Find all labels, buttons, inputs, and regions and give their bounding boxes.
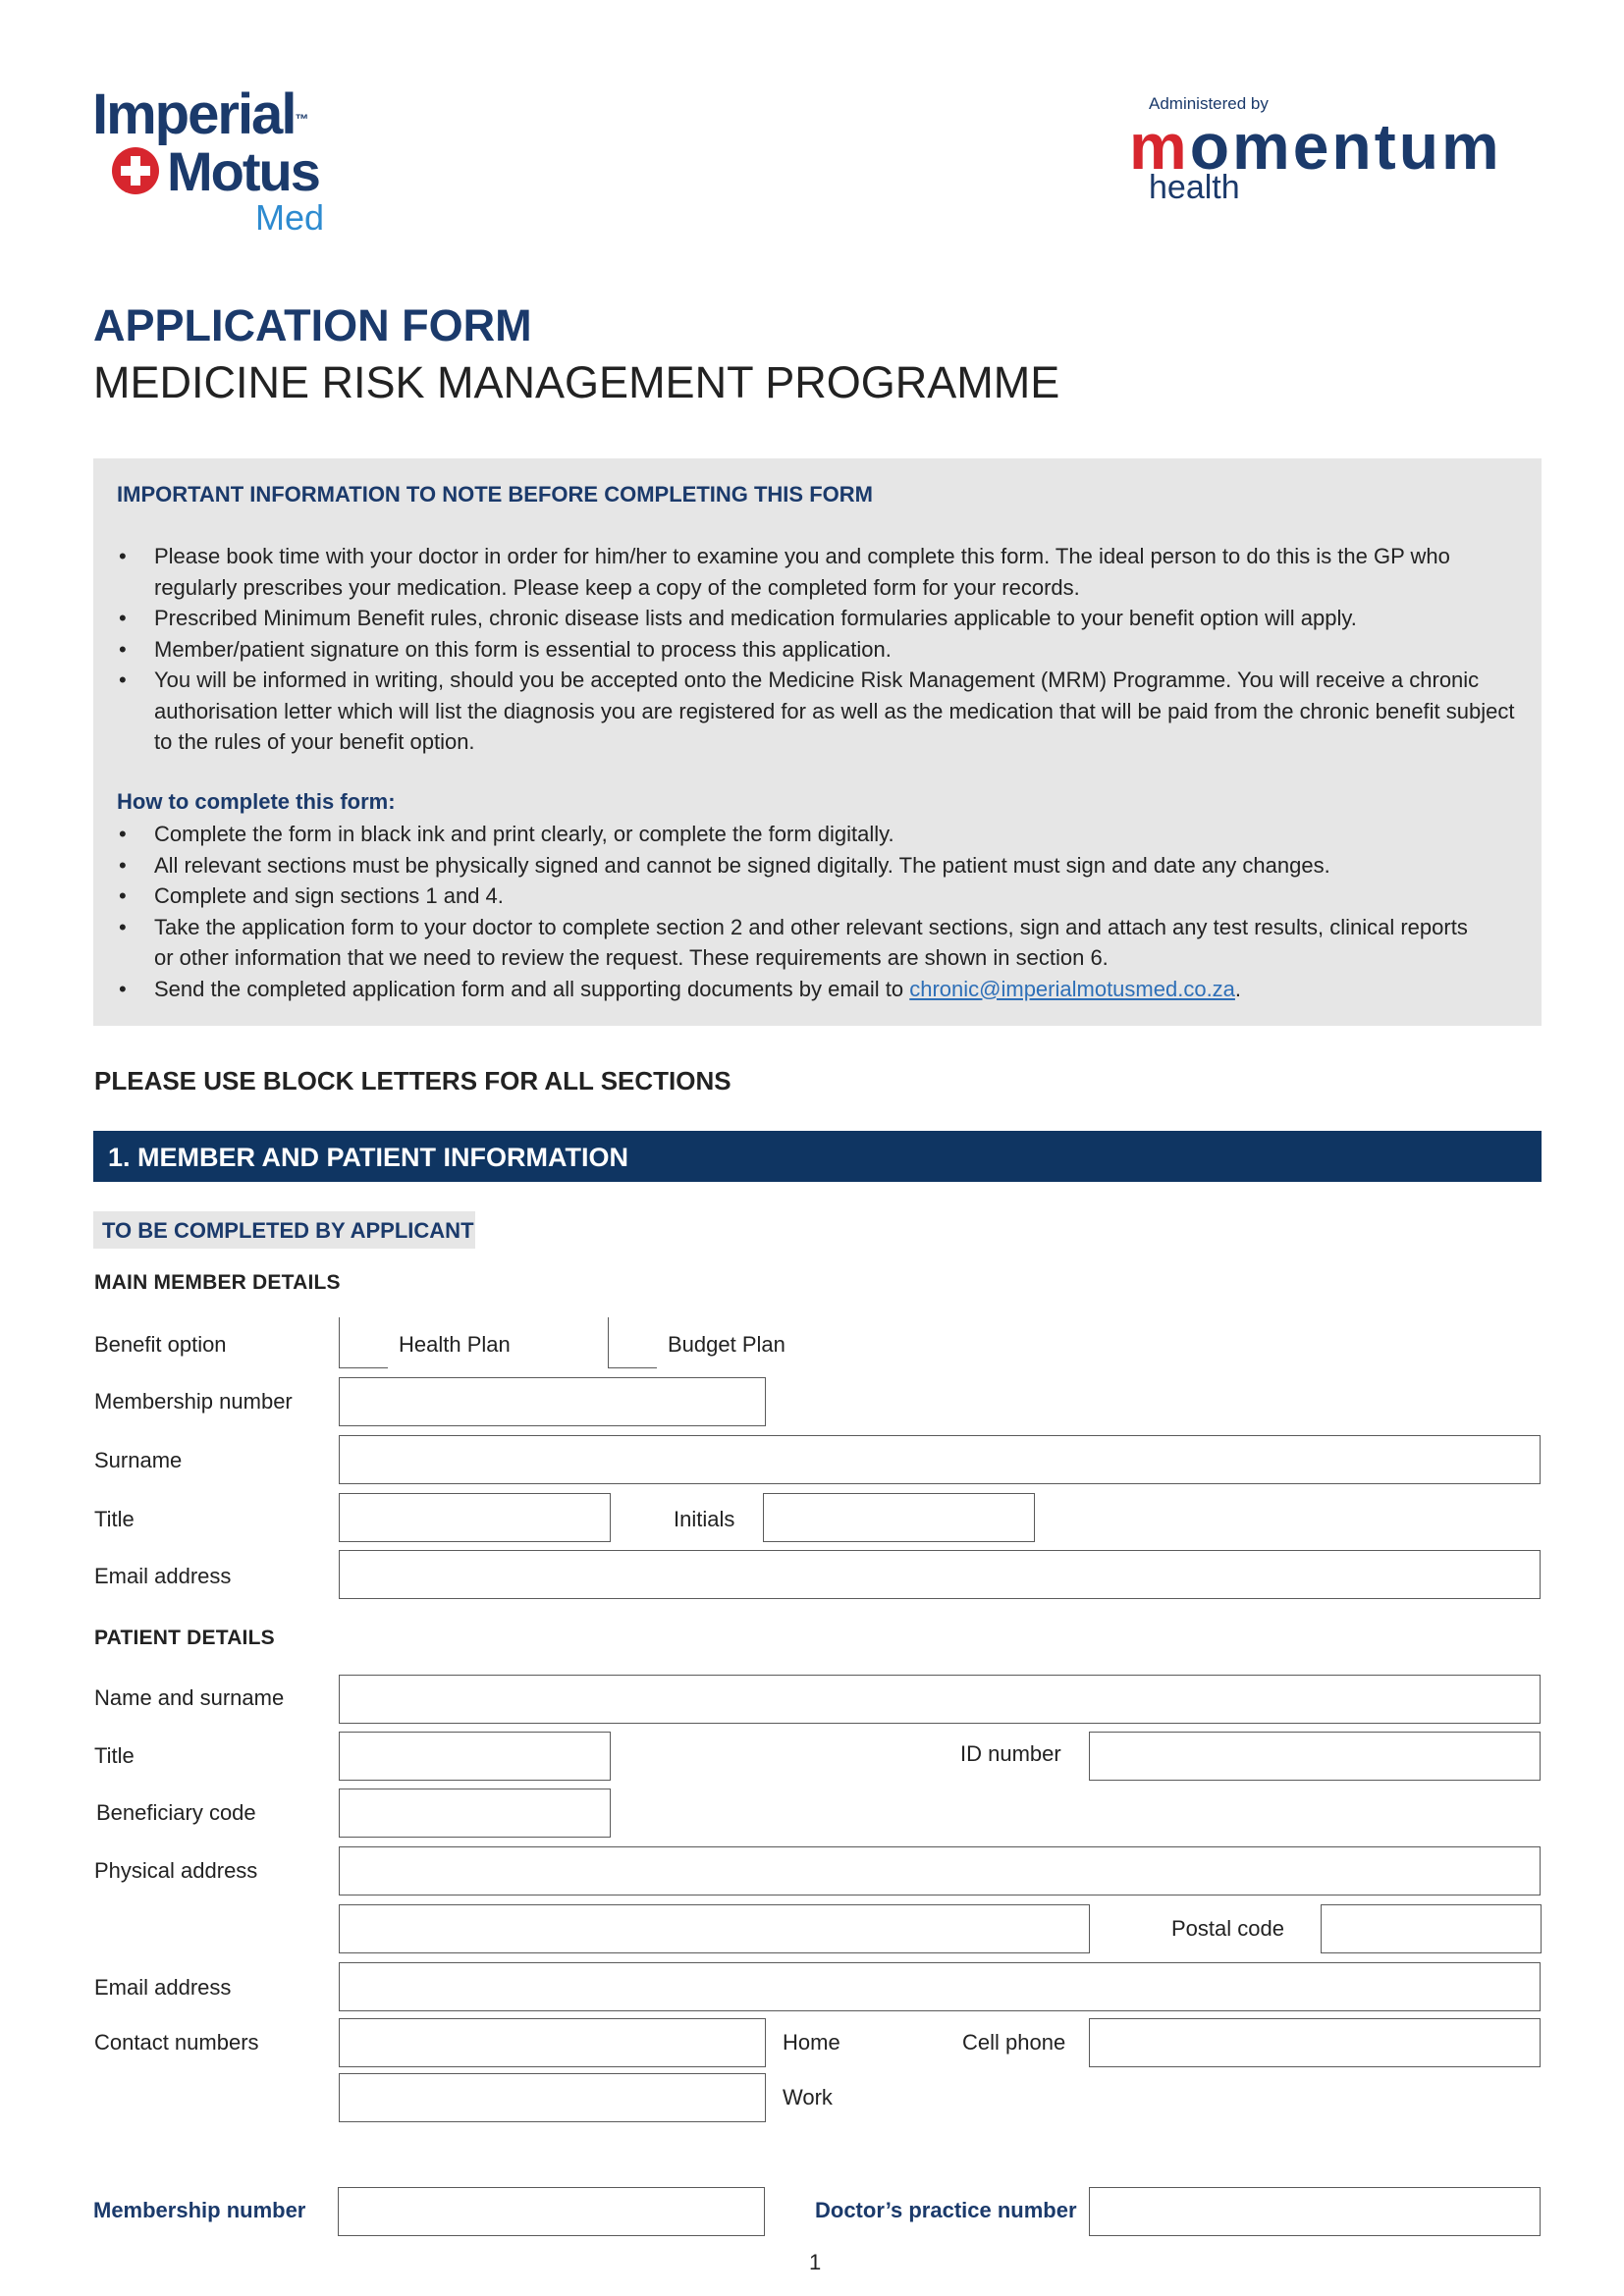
page-title: APPLICATION FORM <box>93 300 532 350</box>
cell-phone-field[interactable] <box>1089 2018 1541 2067</box>
imperial-motus-med-logo <box>92 84 348 241</box>
important-info-heading: IMPORTANT INFORMATION TO NOTE BEFORE COMPLETING THIS FORM <box>117 482 873 507</box>
email-link[interactable]: chronic@imperialmotusmed.co.za <box>909 976 1235 1001</box>
logo-tm: ™ <box>295 111 307 127</box>
how-to-bullet: • Complete the form in black ink and print clearly, or complete the form digitally. <box>117 819 1521 850</box>
beneficiary-code-field[interactable] <box>339 1789 611 1838</box>
patient-email-label: Email address <box>94 1975 232 2000</box>
beneficiary-code-label: Beneficiary code <box>96 1800 256 1825</box>
work-phone-field[interactable] <box>339 2073 766 2122</box>
applicant-tag-text: TO BE COMPLETED BY APPLICANT <box>102 1218 474 1243</box>
how-to-bullet: • Take the application form to your doctor to complete section 2 and other relevant sections, sign and attach any test results, clinical reports or other information that we need to review the request. These requirements are shown in section 6. <box>117 912 1521 974</box>
page-number: 1 <box>809 2250 822 2274</box>
logo-imperial-text: Imperial <box>92 82 296 146</box>
info-bullet: • You will be informed in writing, should you be accepted onto the Medicine Risk Management (MRM) Programme. You will receive a chronic authorisation letter which will list the diagnosis you are registered for as well as the medication that will be paid from the chronic benefit subject to the rules of your benefit option. <box>117 665 1521 758</box>
patient-title-field[interactable] <box>339 1732 611 1781</box>
home-label: Home <box>783 2030 840 2055</box>
member-email-label: Email address <box>94 1564 232 1588</box>
member-email-field[interactable] <box>339 1550 1541 1599</box>
member-title-label: Title <box>94 1507 135 1531</box>
physical-address-line1-field[interactable] <box>339 1846 1541 1896</box>
patient-title-label: Title <box>94 1743 135 1768</box>
footer-practice-field[interactable] <box>1089 2187 1541 2236</box>
section-1-title: 1. MEMBER AND PATIENT INFORMATION <box>108 1143 628 1172</box>
id-number-label: ID number <box>960 1741 1061 1766</box>
how-to-bullet: • All relevant sections must be physically signed and cannot be signed digitally. The patient must sign and date any changes. <box>117 850 1521 881</box>
logo-med-text: Med <box>255 197 325 238</box>
important-info-list <box>117 541 1521 758</box>
email-suffix: . <box>1234 976 1242 1001</box>
membership-number-label: Membership number <box>94 1389 293 1414</box>
momentum-rest: omentum <box>1189 110 1502 183</box>
initials-label: Initials <box>674 1507 735 1531</box>
momentum-health-logo <box>1129 94 1551 212</box>
home-phone-field[interactable] <box>339 2018 766 2067</box>
patient-details-heading: PATIENT DETAILS <box>94 1627 275 1649</box>
how-to-list <box>117 819 1521 1004</box>
momentum-m-letter: m <box>1129 110 1190 183</box>
budget-plan-label: Budget Plan <box>668 1332 785 1357</box>
how-to-bullet: • Complete and sign sections 1 and 4. <box>117 881 1521 912</box>
footer-practice-label: Doctor’s practice number <box>815 2198 1077 2222</box>
health-plan-label: Health Plan <box>399 1332 511 1357</box>
initials-field[interactable] <box>763 1493 1035 1542</box>
patient-name-label: Name and surname <box>94 1685 285 1710</box>
footer-membership-field[interactable] <box>338 2187 765 2236</box>
surname-label: Surname <box>94 1448 183 1472</box>
how-to-bullet-email <box>117 974 1521 1005</box>
member-title-field[interactable] <box>339 1493 611 1542</box>
footer-membership-label: Membership number <box>93 2198 306 2222</box>
contact-numbers-label: Contact numbers <box>94 2030 259 2055</box>
cell-phone-label: Cell phone <box>962 2030 1066 2055</box>
postal-code-field[interactable] <box>1321 1904 1542 1953</box>
logo-motus-text: Motus <box>167 140 319 202</box>
physical-address-line2-field[interactable] <box>339 1904 1090 1953</box>
important-info-box <box>93 458 1542 1026</box>
benefit-option-label: Benefit option <box>94 1332 227 1357</box>
administered-by-caption: Administered by <box>1149 94 1269 113</box>
red-cross-icon <box>112 147 159 194</box>
applicant-tag <box>93 1211 475 1249</box>
physical-address-label: Physical address <box>94 1858 258 1883</box>
id-number-field[interactable] <box>1089 1732 1541 1781</box>
patient-name-field[interactable] <box>339 1675 1541 1724</box>
momentum-health-sub: health <box>1149 169 1240 206</box>
budget-plan-checkbox[interactable] <box>608 1317 657 1368</box>
email-prefix: Send the completed application form and all supporting documents by email to <box>154 976 910 1001</box>
surname-field[interactable] <box>339 1435 1541 1484</box>
health-plan-checkbox[interactable] <box>339 1317 388 1368</box>
postal-code-label: Postal code <box>1171 1916 1284 1941</box>
block-letters-note: PLEASE USE BLOCK LETTERS FOR ALL SECTIONS <box>94 1066 731 1095</box>
patient-email-field[interactable] <box>339 1962 1541 2011</box>
info-bullet: • Member/patient signature on this form is essential to process this application. <box>117 634 1521 666</box>
work-label: Work <box>783 2085 833 2109</box>
page-subtitle: MEDICINE RISK MANAGEMENT PROGRAMME <box>93 357 1060 407</box>
info-bullet: • Please book time with your doctor in order for him/her to examine you and complete this form. The ideal person to do this is the GP who regularly prescribes your medication. Please keep a copy of the completed form for your records. <box>117 541 1521 603</box>
how-to-heading: How to complete this form: <box>117 789 396 814</box>
section-1-header <box>93 1131 1542 1182</box>
main-member-heading: MAIN MEMBER DETAILS <box>94 1271 341 1294</box>
membership-number-field[interactable] <box>339 1377 766 1426</box>
info-bullet: • Prescribed Minimum Benefit rules, chronic disease lists and medication formularies applicable to your benefit option will apply. <box>117 603 1521 634</box>
